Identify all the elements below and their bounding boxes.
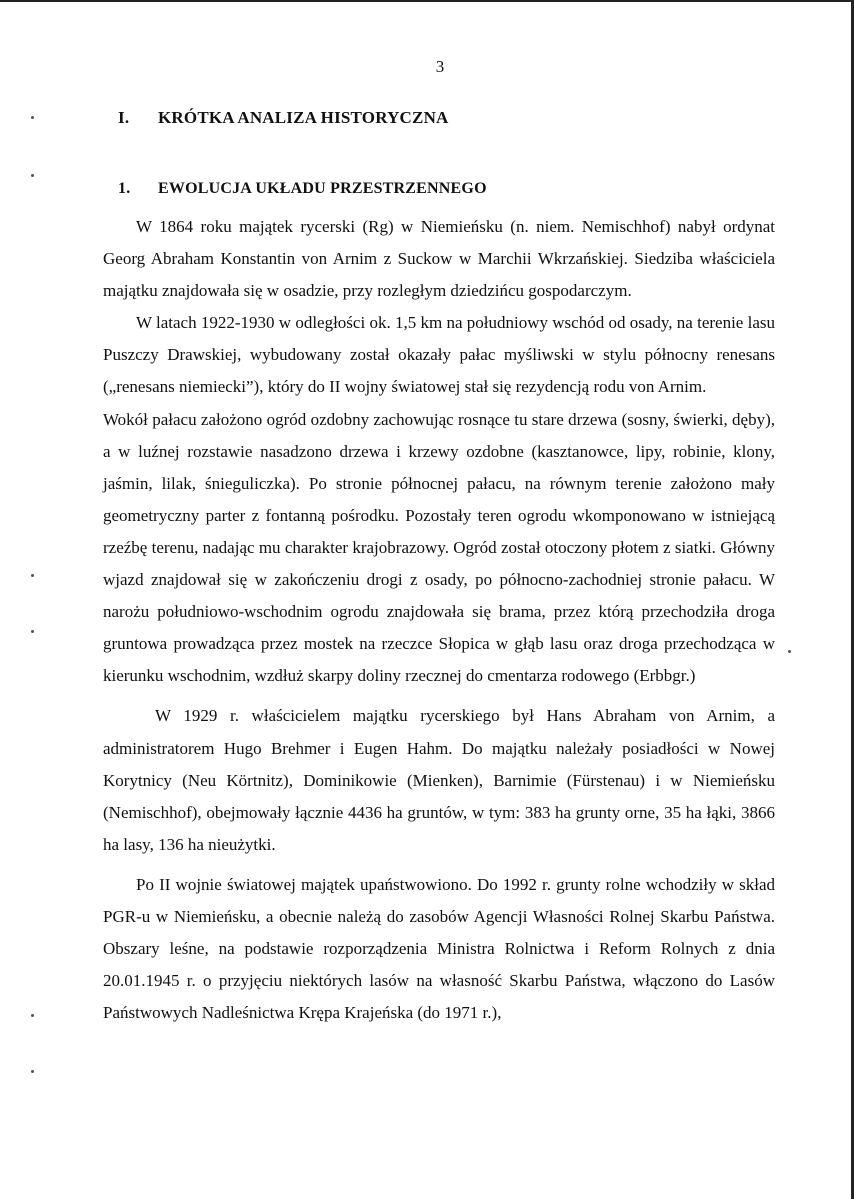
paragraph-4: W 1929 r. właścicielem majątku rycerskiego był Hans Abraham von Arnim, a administratorem Hugo Brehmer i Eugen Hahm. Do majątku należały posiadłości w Nowej Korytnicy (Neu Körtnitz), Dominikowie (Mienken), Barnimie (Fürstenau) i w Niemieńsku (Nemischhof), obejmowały łącznie 4436 ha gruntów, w tym: 383 ha grunty orne, 35 ha łąki, 3866 ha lasy, 136 ha nieużytki. [103, 706, 775, 854]
paragraph-5: Po II wojnie światowej majątek upaństwowiono. Do 1992 r. grunty rolne wchodziły w skład PGR-u w Niemieńsku, a obecnie należą do zasobów Agencji Własności Rolnej Skarbu Państwa. Obszary leśne, na podstawie rozporządzenia Ministra Rolnictwa i Reform Rolnych z dnia 20.01.1945 r. o przyjęciu niektórych lasów na własność Skarbu Państwa, włączono do Lasów Państwowych Nadleśnictwa Krępa Krajeńska (do 1971 r.), [103, 874, 775, 1023]
scan-mark [31, 1070, 34, 1073]
scan-mark [31, 116, 34, 119]
section-number: I. [118, 108, 130, 127]
body-text [103, 211, 775, 1029]
scan-mark [31, 574, 34, 577]
subsection-title: EWOLUCJA UKŁADU PRZESTRZENNEGO [158, 180, 487, 197]
page-number: 3 [435, 57, 445, 76]
scan-mark [31, 1014, 34, 1017]
scan-mark [31, 630, 34, 633]
section-title: KRÓTKA ANALIZA HISTORYCZNA [158, 108, 449, 127]
paragraph-3: Wokół pałacu założono ogród ozdobny zachowując rosnące tu stare drzewa (sosny, świerki, dęby), a w luźnej rozstawie nasadzono drzewa i krzewy ozdobne (kasztanowce, lipy, robinie, klony, jaśmin, lilak, śnieguliczka). Po stronie północnej pałacu, na równym terenie założono mały geometryczny parter z fontanną pośrodku. Pozostały teren ogrodu wkomponowano w istniejącą rzeźbę terenu, nadając mu charakter krajobrazowy. Ogród został otoczony płotem z siatki. Główny wjazd znajdował się w zakończeniu drogi z osady, po północno-zachodniej stronie pałacu. W narożu południowo-wschodnim ogrodu znajdowała się brama, przez którą przechodziła droga gruntowa prowadząca przez mostek na rzeczce Słopica w głąb lasu oraz droga przechodząca w kierunku wschodnim, wzdłuż skarpy doliny rzecznej do cmentarza rodowego (Erbbgr.) [103, 409, 775, 686]
subsection-number: 1. [118, 180, 131, 197]
scan-mark [788, 650, 791, 653]
paragraph-2: W latach 1922-1930 w odległości ok. 1,5 km na południowy wschód od osady, na terenie lasu Puszczy Drawskiej, wybudowany został okazały pałac myśliwski w stylu północny renesans („renesans niemiecki”), który do II wojny światowej stał się rezydencją rodu von Arnim. [103, 313, 775, 397]
paragraph-1: W 1864 roku majątek rycerski (Rg) w Niemieńsku (n. niem. Nemischhof) nabył ordynat Georg Abraham Konstantin von Arnim z Suckow w Marchii Wkrzańskiej. Siedziba właściciela majątku znajdowała się w osadzie, przy rozległym dziedzińcu gospodarczym. [103, 217, 775, 301]
scan-mark [31, 174, 34, 177]
